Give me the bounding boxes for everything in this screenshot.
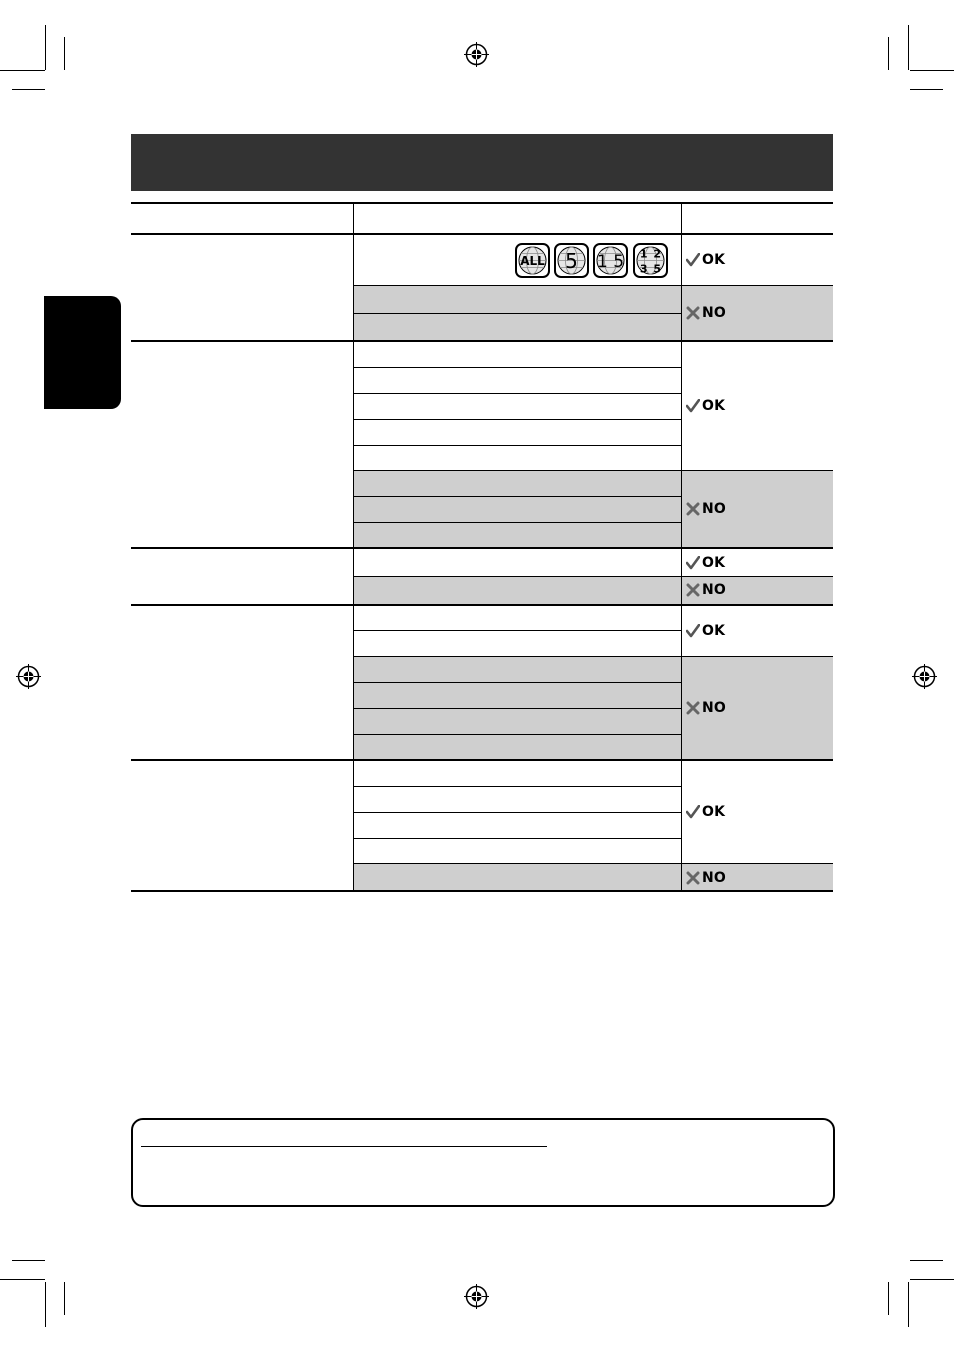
registration-mark-icon [16, 664, 41, 689]
check-icon [686, 399, 700, 413]
cross-icon [686, 583, 700, 597]
ok-label: OK [702, 555, 726, 571]
table-row [354, 471, 681, 548]
region-all-icon [515, 243, 550, 278]
ok-label: OK [702, 804, 726, 820]
registration-mark-icon [464, 1284, 489, 1309]
check-icon [686, 556, 700, 570]
region-5-icon [554, 243, 589, 278]
no-label: NO [702, 700, 727, 716]
cross-icon [686, 502, 700, 516]
ok-verdict [686, 802, 725, 822]
section-title-bar [131, 134, 833, 191]
no-label: NO [702, 582, 727, 598]
note-box [131, 1118, 835, 1207]
ok-verdict [686, 396, 725, 416]
check-icon [686, 624, 700, 638]
language-side-tab [44, 296, 121, 409]
no-verdict [686, 868, 726, 888]
ok-label: OK [702, 398, 726, 414]
check-icon [686, 253, 700, 267]
check-icon [686, 805, 700, 819]
ok-label: OK [702, 252, 726, 268]
no-label: NO [702, 305, 727, 321]
no-verdict [686, 499, 726, 519]
ok-verdict [686, 621, 725, 641]
ok-verdict [686, 250, 725, 270]
no-verdict [686, 580, 726, 600]
cross-icon [686, 871, 700, 885]
table-row [354, 577, 681, 605]
registration-mark-icon [464, 42, 489, 67]
no-label: NO [702, 870, 727, 886]
svg-text:1 5: 1 5 [596, 252, 625, 272]
ok-label: OK [702, 623, 726, 639]
svg-text:1 2: 1 2 [639, 247, 662, 261]
cross-icon [686, 701, 700, 715]
table-row [354, 864, 681, 892]
registration-mark-icon [912, 664, 937, 689]
no-verdict [686, 698, 726, 718]
note-heading-underline [141, 1146, 547, 1147]
ok-verdict [686, 553, 725, 573]
svg-text:5: 5 [565, 249, 578, 273]
region-multi-icon [633, 243, 668, 278]
no-verdict [686, 303, 726, 323]
cross-icon [686, 306, 700, 320]
no-label: NO [702, 501, 727, 517]
svg-text:ALL: ALL [520, 254, 545, 268]
svg-text:3 5: 3 5 [639, 262, 662, 276]
region-1-5-icon [593, 243, 628, 278]
